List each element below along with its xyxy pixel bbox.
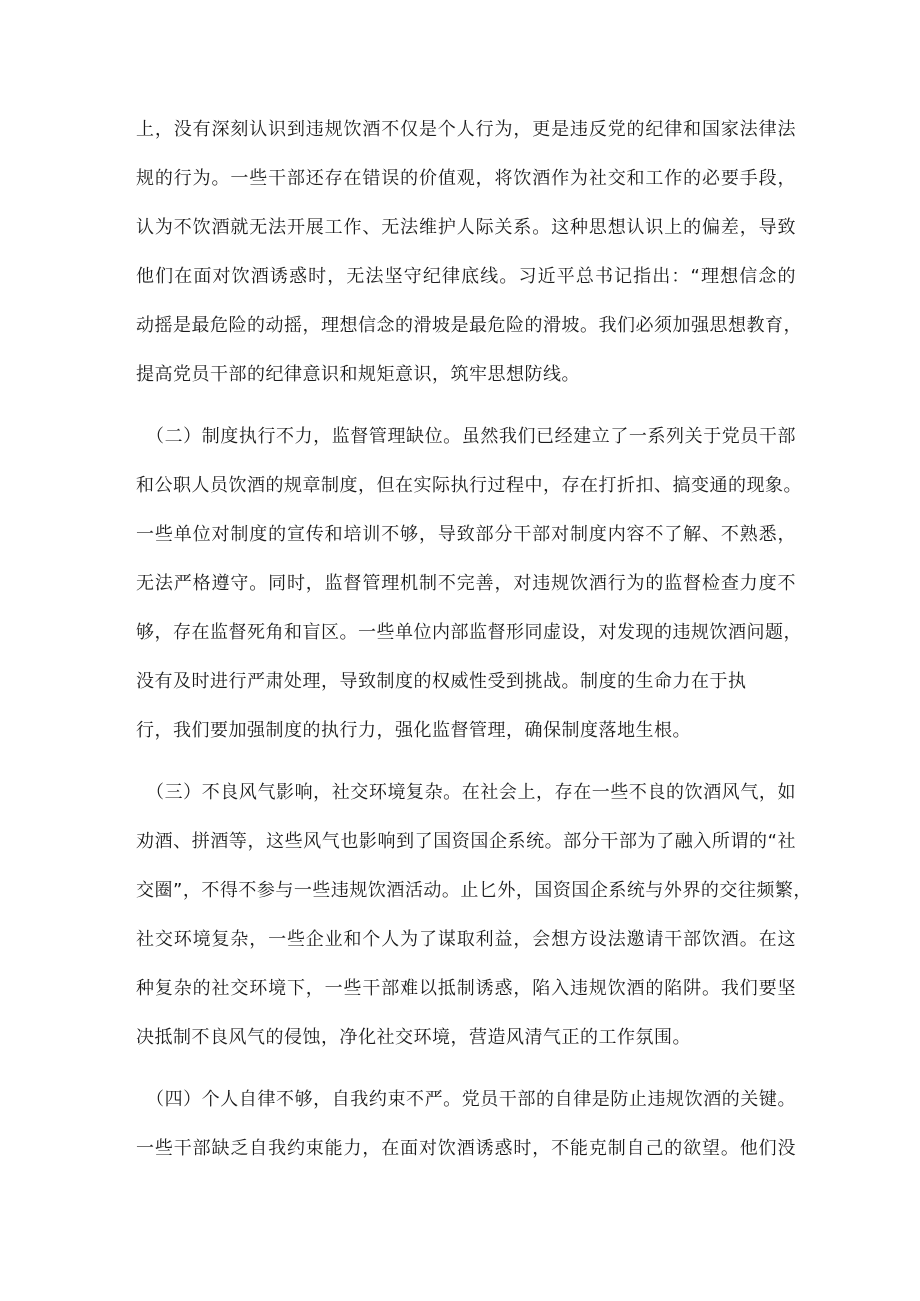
text-line: 动摇是最危险的动摇，理想信念的滑坡是最危险的滑坡。我们必须加强思想教育， [136, 315, 802, 336]
text-line: 规的行为。一些干部还存在错误的价值观，将饮酒作为社交和工作的必要手段， [136, 168, 796, 189]
text-line: 行，我们要加强制度的执行力，强化监督管理，确保制度落地生根。 [136, 720, 691, 741]
text-line: 一些干部缺乏自我约束能力，在面对饮酒诱惑时，不能克制自己的欲望。他们没 [136, 1138, 796, 1159]
text-line: 决抵制不良风气的侵蚀，净化社交环境，营造风清气正的工作氛围。 [136, 1027, 691, 1048]
text-line: 上，没有深刻认识到违规饮酒不仅是个人行为，更是违反党的纪律和国家法律法 [136, 119, 796, 140]
text-line: （三）不良风气影响，社交环境复杂。在社会上，存在一些不良的饮酒风气，如 [146, 782, 796, 803]
text-line: 他们在面对饮酒诱惑时，无法坚守纪律底线。习近平总书记指出：“理想信念的 [136, 266, 796, 287]
text-line: 劝酒、拼酒等，这些风气也影响到了国资国企系统。部分干部为了融入所谓的“社 [136, 831, 796, 852]
text-line: 没有及时进行严肃处理，导致制度的权威性受到挑战。制度的生命力在于执 [136, 671, 747, 692]
text-line: 提高党员干部的纪律意识和规矩意识，筑牢思想防线。 [136, 364, 580, 385]
text-line: 无法严格遵守。同时，监督管理机制不完善，对违规饮酒行为的监督检查力度不 [136, 573, 796, 594]
text-line: 交圈”，不得不参与一些违规饮酒活动。止匕外，国资国企系统与外界的交往频繁， [136, 880, 812, 901]
text-line: 和公职人员饮酒的规章制度，但在实际执行过程中，存在打折扣、搞变通的现象。 [136, 475, 802, 496]
text-line: （四）个人自律不够，自我约束不严。党员干部的自律是防止违规饮酒的关键。 [146, 1089, 796, 1110]
text-line: 够，存在监督死角和盲区。一些单位内部监督形同虚设，对发现的违规饮酒问题， [136, 622, 802, 643]
text-line: 社交环境复杂，一些企业和个人为了谋取利益，会想方设法邀请干部饮酒。在这 [136, 929, 796, 950]
text-line: 种复杂的社交环境下，一些干部难以抵制诱惑，陷入违规饮酒的陷阱。我们要坚 [136, 978, 796, 999]
text-line: 认为不饮酒就无法开展工作、无法维护人际关系。这种思想认识上的偏差，导致 [136, 217, 796, 238]
text-line: （二）制度执行不力，监督管理缺位。虽然我们已经建立了一系列关于党员干部 [146, 426, 796, 447]
text-line: 一些单位对制度的宣传和培训不够，导致部分干部对制度内容不了解、不熟悉， [136, 524, 796, 545]
